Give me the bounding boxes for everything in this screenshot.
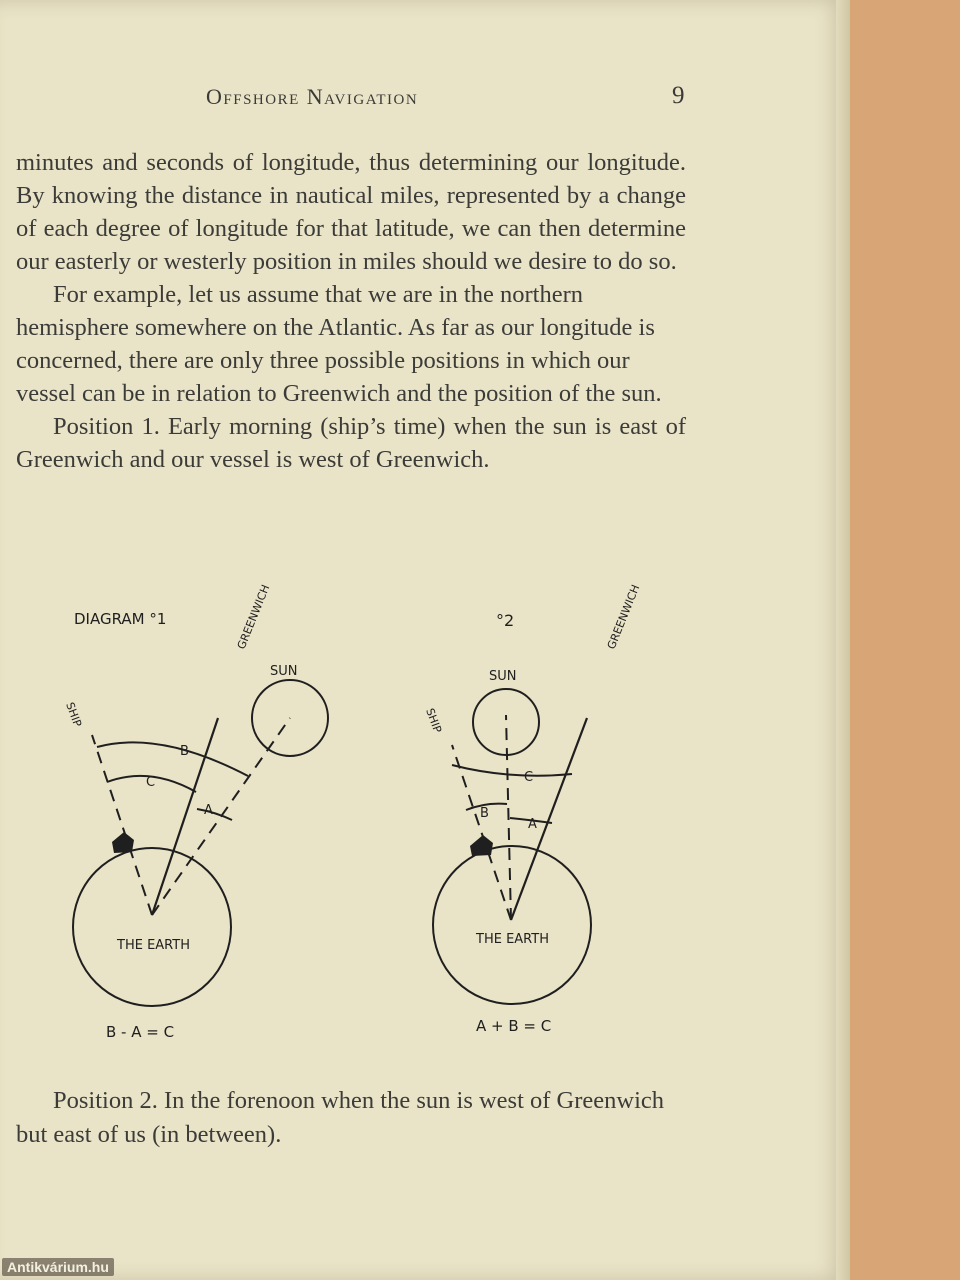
d2-sun-label: SUN [489,669,517,684]
d2-earth-label: THE EARTH [476,932,549,947]
d1-ship-mark [112,832,134,853]
d1-greenwich-label: GREENWICH [234,582,273,652]
d2-greenwich-label: GREENWICH [604,582,643,652]
d2-label-c: C [524,770,534,785]
page-header [206,84,686,116]
d2-formula: A + B = C [476,1017,552,1035]
d2-arc-c [452,765,572,776]
page-number: 9 [672,82,686,109]
d1-arc-b [97,742,248,776]
diagram-figure [0,580,700,1060]
running-title: Offshore Navigation [206,84,419,109]
d1-label-c: C [146,775,156,790]
d1-title: DIAGRAM °1 [74,610,167,628]
d2-label-a: A [528,817,537,832]
watermark: Antikvárium.hu [2,1258,114,1276]
body-text-bottom [16,1084,688,1152]
paragraph-3: Position 1. Early morning (ship’s time) when the sun is east of Greenwich and our vessel is west of Greenwich. [16,413,686,473]
d1-earth-label: THE EARTH [117,938,190,953]
d2-ship-mark [470,835,493,856]
d2-earth-circle [433,846,591,1004]
d1-formula: B - A = C [106,1023,175,1041]
d1-label-b: B [180,744,189,759]
paragraph-2: For example, let us assume that we are in the northern hemisphere somewhere on the Atlantic. As far as our longitude is concerned, there are only three possible positions in which our vessel can be in relation to Greenwich and the position of the sun. [16,281,662,407]
d1-label-a: A [204,803,213,818]
paragraph-1: minutes and seconds of longitude, thus determining our longitude. By knowing the distance in nautical miles, represented by a change of each degree of longitude for that latitude, we can then determine our easterly or westerly position in miles should we desire to do so. [16,149,686,275]
d2-sun-circle [473,689,539,755]
diagram-svg [0,580,700,1060]
d2-title: °2 [496,611,515,630]
d2-label-b: B [480,806,489,821]
d1-arc-a [197,809,232,820]
page-edge [836,0,850,1280]
paragraph-position-2: Position 2. In the forenoon when the sun is west of Greenwich but east of us (in between). [16,1087,665,1148]
d1-sun-label: SUN [270,664,298,679]
d1-earth-circle [73,848,231,1006]
body-text [16,146,686,476]
d2-ship-label: SHIP [423,706,444,735]
d1-ship-line [92,735,152,915]
d1-ship-label: SHIP [63,700,84,729]
